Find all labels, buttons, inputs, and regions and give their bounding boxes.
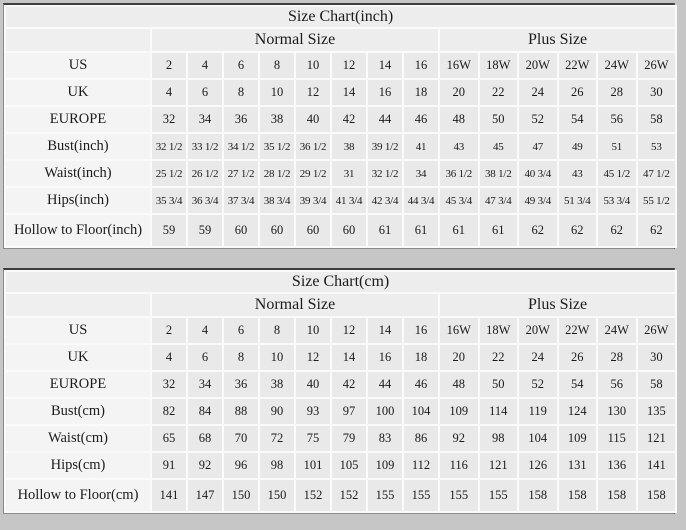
size-cell: 24W	[597, 317, 637, 344]
size-cell: 114	[479, 398, 519, 425]
size-cell: 155	[367, 479, 403, 512]
size-cell: 45 1/2	[597, 160, 637, 187]
size-cell: 46	[403, 371, 439, 398]
size-cell: 38	[259, 371, 295, 398]
size-cell: 42 3/4	[367, 187, 403, 214]
size-cell: 82	[151, 398, 187, 425]
size-cell: 20	[439, 79, 479, 106]
size-cell: 56	[597, 106, 637, 133]
size-cell: 100	[367, 398, 403, 425]
size-cell: 152	[331, 479, 367, 512]
size-chart-inch	[3, 3, 675, 249]
size-cell: 16	[403, 317, 439, 344]
size-cell: 38	[259, 106, 295, 133]
row-label: Bust(cm)	[5, 398, 151, 425]
size-cell: 30	[637, 79, 677, 106]
size-cell: 22	[479, 79, 519, 106]
size-cell: 38 3/4	[259, 187, 295, 214]
size-cell: 34	[187, 106, 223, 133]
size-cell: 47	[518, 133, 558, 160]
size-cell: 124	[558, 398, 598, 425]
size-cell: 70	[223, 425, 259, 452]
size-cell: 101	[295, 452, 331, 479]
size-cell: 121	[637, 425, 677, 452]
size-cell: 12	[331, 52, 367, 79]
size-cell: 26	[558, 79, 598, 106]
table-row	[5, 398, 676, 425]
size-cell: 121	[479, 452, 519, 479]
size-cell: 158	[518, 479, 558, 512]
size-cell: 60	[259, 214, 295, 247]
size-cell: 10	[295, 52, 331, 79]
size-cell: 155	[403, 479, 439, 512]
size-cell: 2	[151, 317, 187, 344]
size-cell: 61	[403, 214, 439, 247]
table-row	[5, 187, 676, 214]
size-cell: 59	[187, 214, 223, 247]
size-cell: 42	[331, 106, 367, 133]
size-cell: 92	[187, 452, 223, 479]
size-cell: 26	[558, 344, 598, 371]
size-cell: 47 1/2	[637, 160, 677, 187]
size-cell: 119	[518, 398, 558, 425]
size-cell: 55 1/2	[637, 187, 677, 214]
size-cell: 45	[479, 133, 519, 160]
size-cell: 32	[151, 106, 187, 133]
size-cell: 12	[295, 344, 331, 371]
size-cell: 39 1/2	[367, 133, 403, 160]
size-cell: 91	[151, 452, 187, 479]
size-cell: 61	[439, 214, 479, 247]
corner-cell	[5, 28, 151, 52]
size-cell: 59	[151, 214, 187, 247]
size-cell: 44 3/4	[403, 187, 439, 214]
size-cell: 20W	[518, 52, 558, 79]
chart-title: Size Chart(cm)	[5, 271, 676, 293]
size-cell: 18W	[479, 317, 519, 344]
row-label: UK	[5, 79, 151, 106]
size-cell: 22W	[558, 317, 598, 344]
row-label: EUROPE	[5, 106, 151, 133]
size-cell: 40	[295, 106, 331, 133]
size-cell: 16W	[439, 317, 479, 344]
size-cell: 158	[558, 479, 598, 512]
size-cell: 28	[597, 79, 637, 106]
table-row	[5, 452, 676, 479]
size-cell: 10	[259, 344, 295, 371]
size-cell: 58	[637, 371, 677, 398]
table-row	[5, 160, 676, 187]
size-cell: 26W	[637, 317, 677, 344]
size-cell: 42	[331, 371, 367, 398]
size-cell: 53 3/4	[597, 187, 637, 214]
size-cell: 12	[331, 317, 367, 344]
size-cell: 14	[367, 317, 403, 344]
row-label: Hips(cm)	[5, 452, 151, 479]
table-row	[5, 344, 676, 371]
group-header-normal: Normal Size	[151, 28, 439, 52]
size-cell: 60	[331, 214, 367, 247]
size-cell: 34	[187, 371, 223, 398]
size-cell: 20W	[518, 317, 558, 344]
size-cell: 6	[223, 52, 259, 79]
size-cell: 158	[637, 479, 677, 512]
size-cell: 61	[479, 214, 519, 247]
size-cell: 6	[223, 317, 259, 344]
size-cell: 39 3/4	[295, 187, 331, 214]
size-cell: 46	[403, 106, 439, 133]
size-cell: 61	[367, 214, 403, 247]
size-cell: 34	[403, 160, 439, 187]
size-cell: 35 3/4	[151, 187, 187, 214]
size-cell: 60	[295, 214, 331, 247]
size-cell: 45 3/4	[439, 187, 479, 214]
group-header-row	[5, 293, 676, 317]
size-cell: 109	[439, 398, 479, 425]
size-cell: 105	[331, 452, 367, 479]
size-cell: 109	[367, 452, 403, 479]
size-cell: 52	[518, 106, 558, 133]
table-row	[5, 425, 676, 452]
size-cell: 32 1/2	[367, 160, 403, 187]
size-cell: 40 3/4	[518, 160, 558, 187]
size-cell: 22W	[558, 52, 598, 79]
size-cell: 115	[597, 425, 637, 452]
size-cell: 36 1/2	[295, 133, 331, 160]
size-cell: 51	[597, 133, 637, 160]
size-cell: 90	[259, 398, 295, 425]
size-cell: 38	[331, 133, 367, 160]
size-cell: 16W	[439, 52, 479, 79]
size-cell: 20	[439, 344, 479, 371]
size-cell: 37 3/4	[223, 187, 259, 214]
row-label: US	[5, 52, 151, 79]
size-cell: 8	[259, 52, 295, 79]
group-header-normal: Normal Size	[151, 293, 439, 317]
size-cell: 150	[259, 479, 295, 512]
table-row	[5, 317, 676, 344]
size-cell: 92	[439, 425, 479, 452]
size-cell: 104	[403, 398, 439, 425]
size-cell: 98	[259, 452, 295, 479]
size-cell: 93	[295, 398, 331, 425]
size-cell: 112	[403, 452, 439, 479]
size-cell: 40	[295, 371, 331, 398]
size-cell: 150	[223, 479, 259, 512]
size-cell: 62	[597, 214, 637, 247]
size-cell: 53	[637, 133, 677, 160]
size-cell: 44	[367, 106, 403, 133]
size-cell: 10	[259, 79, 295, 106]
size-cell: 14	[367, 52, 403, 79]
corner-cell	[5, 293, 151, 317]
size-cell: 41	[403, 133, 439, 160]
size-cell: 49 3/4	[518, 187, 558, 214]
size-cell: 31	[331, 160, 367, 187]
size-cell: 4	[187, 52, 223, 79]
chart-title-row	[5, 6, 676, 28]
group-header-row	[5, 28, 676, 52]
size-cell: 97	[331, 398, 367, 425]
size-cell: 4	[187, 317, 223, 344]
row-label: Hollow to Floor(inch)	[5, 214, 151, 247]
size-cell: 79	[331, 425, 367, 452]
size-cell: 88	[223, 398, 259, 425]
size-cell: 84	[187, 398, 223, 425]
size-cell: 33 1/2	[187, 133, 223, 160]
size-cell: 4	[151, 344, 187, 371]
row-label: Bust(inch)	[5, 133, 151, 160]
size-cell: 41 3/4	[331, 187, 367, 214]
row-label: UK	[5, 344, 151, 371]
size-cell: 16	[403, 52, 439, 79]
size-chart-cm	[3, 268, 675, 514]
size-cell: 47 3/4	[479, 187, 519, 214]
size-cell: 116	[439, 452, 479, 479]
size-cell: 8	[259, 317, 295, 344]
row-label: US	[5, 317, 151, 344]
size-cell: 131	[558, 452, 598, 479]
size-cell: 12	[295, 79, 331, 106]
size-cell: 86	[403, 425, 439, 452]
size-cell: 141	[637, 452, 677, 479]
row-label: Hollow to Floor(cm)	[5, 479, 151, 512]
size-chart-inch-table	[4, 5, 677, 248]
size-cell: 75	[295, 425, 331, 452]
size-cell: 98	[479, 425, 519, 452]
size-cell: 135	[637, 398, 677, 425]
size-cell: 158	[597, 479, 637, 512]
table-row	[5, 52, 676, 79]
size-cell: 26W	[637, 52, 677, 79]
size-cell: 24	[518, 79, 558, 106]
size-cell: 2	[151, 52, 187, 79]
size-cell: 36	[223, 371, 259, 398]
size-cell: 65	[151, 425, 187, 452]
table-row	[5, 106, 676, 133]
row-label: Waist(inch)	[5, 160, 151, 187]
size-cell: 24	[518, 344, 558, 371]
row-label: Waist(cm)	[5, 425, 151, 452]
size-cell: 62	[518, 214, 558, 247]
size-cell: 54	[558, 106, 598, 133]
size-cell: 18	[403, 344, 439, 371]
size-cell: 34 1/2	[223, 133, 259, 160]
size-cell: 14	[331, 79, 367, 106]
size-cell: 48	[439, 106, 479, 133]
size-cell: 141	[151, 479, 187, 512]
size-cell: 32 1/2	[151, 133, 187, 160]
size-cell: 60	[223, 214, 259, 247]
chart-title: Size Chart(inch)	[5, 6, 676, 28]
size-cell: 25 1/2	[151, 160, 187, 187]
size-cell: 136	[597, 452, 637, 479]
size-cell: 28 1/2	[259, 160, 295, 187]
size-cell: 126	[518, 452, 558, 479]
table-row	[5, 79, 676, 106]
table-row	[5, 479, 676, 512]
size-cell: 29 1/2	[295, 160, 331, 187]
size-cell: 56	[597, 371, 637, 398]
group-header-plus: Plus Size	[439, 293, 676, 317]
size-chart-cm-table	[4, 270, 677, 513]
chart-title-row	[5, 271, 676, 293]
size-cell: 14	[331, 344, 367, 371]
size-cell: 8	[223, 79, 259, 106]
size-cell: 147	[187, 479, 223, 512]
group-header-plus: Plus Size	[439, 28, 676, 52]
size-cell: 155	[439, 479, 479, 512]
size-cell: 44	[367, 371, 403, 398]
size-cell: 36 3/4	[187, 187, 223, 214]
size-cell: 32	[151, 371, 187, 398]
size-cell: 10	[295, 317, 331, 344]
size-cell: 8	[223, 344, 259, 371]
size-cell: 28	[597, 344, 637, 371]
size-cell: 6	[187, 79, 223, 106]
size-cell: 58	[637, 106, 677, 133]
table-row	[5, 214, 676, 247]
size-cell: 83	[367, 425, 403, 452]
size-cell: 152	[295, 479, 331, 512]
size-cell: 49	[558, 133, 598, 160]
table-row	[5, 371, 676, 398]
size-cell: 155	[479, 479, 519, 512]
row-label: Hips(inch)	[5, 187, 151, 214]
table-row	[5, 133, 676, 160]
size-cell: 18W	[479, 52, 519, 79]
size-cell: 16	[367, 344, 403, 371]
size-cell: 43	[439, 133, 479, 160]
size-cell: 22	[479, 344, 519, 371]
size-cell: 48	[439, 371, 479, 398]
size-cell: 109	[558, 425, 598, 452]
size-cell: 24W	[597, 52, 637, 79]
size-cell: 43	[558, 160, 598, 187]
size-cell: 96	[223, 452, 259, 479]
size-cell: 130	[597, 398, 637, 425]
size-cell: 68	[187, 425, 223, 452]
size-cell: 72	[259, 425, 295, 452]
size-cell: 6	[187, 344, 223, 371]
size-cell: 30	[637, 344, 677, 371]
size-cell: 54	[558, 371, 598, 398]
size-cell: 36 1/2	[439, 160, 479, 187]
size-cell: 36	[223, 106, 259, 133]
size-cell: 35 1/2	[259, 133, 295, 160]
size-cell: 50	[479, 106, 519, 133]
size-cell: 26 1/2	[187, 160, 223, 187]
size-cell: 62	[637, 214, 677, 247]
size-cell: 51 3/4	[558, 187, 598, 214]
size-cell: 62	[558, 214, 598, 247]
size-cell: 52	[518, 371, 558, 398]
size-cell: 4	[151, 79, 187, 106]
size-cell: 18	[403, 79, 439, 106]
size-cell: 104	[518, 425, 558, 452]
size-cell: 27 1/2	[223, 160, 259, 187]
row-label: EUROPE	[5, 371, 151, 398]
size-cell: 50	[479, 371, 519, 398]
size-cell: 16	[367, 79, 403, 106]
size-cell: 38 1/2	[479, 160, 519, 187]
